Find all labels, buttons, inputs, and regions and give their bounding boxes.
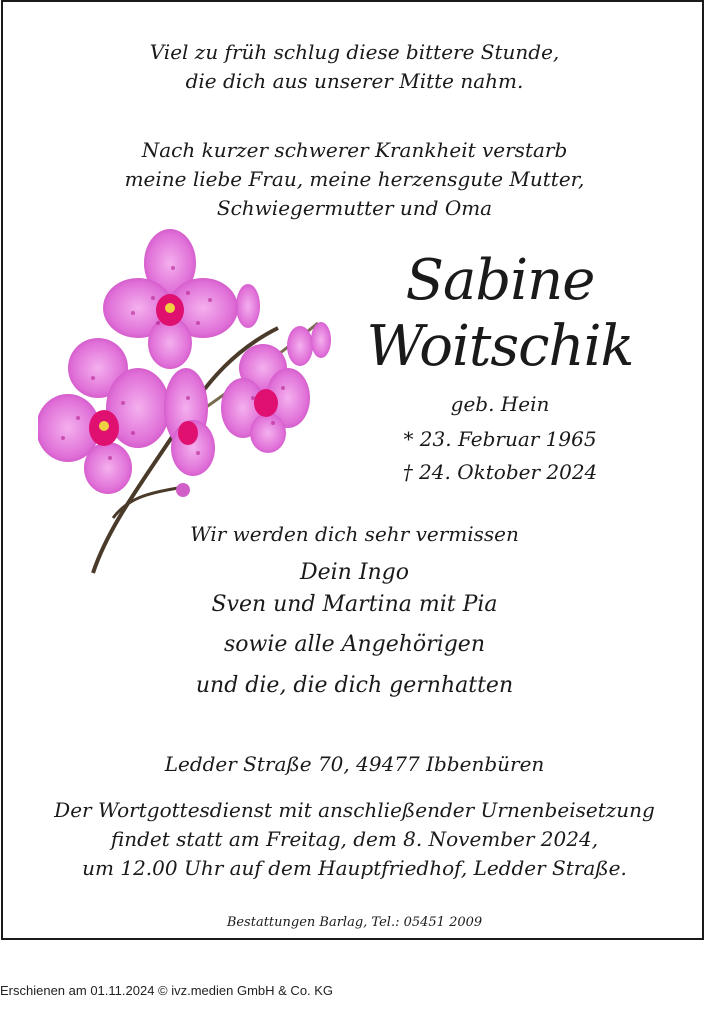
mourner-line-4: und die, die dich gernhatten: [195, 673, 514, 698]
intro-verse-line-2: die dich aus unserer Mitte nahm.: [185, 69, 524, 93]
birth-name: geb. Hein: [450, 392, 550, 416]
service-line-1: Der Wortgottesdienst mit anschließender Urnenbeisetzung: [54, 798, 655, 822]
announcement-line-2: meine liebe Frau, meine herzensgute Mutter,: [124, 167, 585, 191]
announcement-line-3: Schwiegermutter und Oma: [216, 196, 493, 220]
announcement-line-1: Nach kurzer schwerer Krankheit verstarb: [141, 138, 568, 162]
mourner-line-1: Dein Ingo: [299, 560, 410, 585]
death-date: † 24. Oktober 2024: [402, 460, 598, 484]
intro-verse-line-1: Viel zu früh schlug diese bittere Stunde,: [149, 40, 560, 64]
birth-date: * 23. Februar 1965: [403, 427, 597, 451]
publication-note: Erschienen am 01.11.2024 © ivz.medien GmbH & Co. KG: [0, 983, 334, 998]
mourner-line-2: Sven und Martina mit Pia: [211, 592, 498, 617]
mourner-line-3: sowie alle Angehörigen: [223, 632, 485, 657]
service-line-3: um 12.00 Uhr auf dem Hauptfriedhof, Ledder Straße.: [82, 856, 627, 880]
service-line-2: findet statt am Freitag, dem 8. November 2024,: [110, 827, 599, 851]
undertaker-contact: Bestattungen Barlag, Tel.: 05451 2009: [226, 915, 483, 930]
farewell-text: Wir werden dich sehr vermissen: [190, 522, 519, 546]
address: Ledder Straße 70, 49477 Ibbenbüren: [164, 752, 545, 776]
deceased-last-name: Woitschik: [366, 314, 634, 379]
deceased-first-name: Sabine: [405, 248, 595, 313]
